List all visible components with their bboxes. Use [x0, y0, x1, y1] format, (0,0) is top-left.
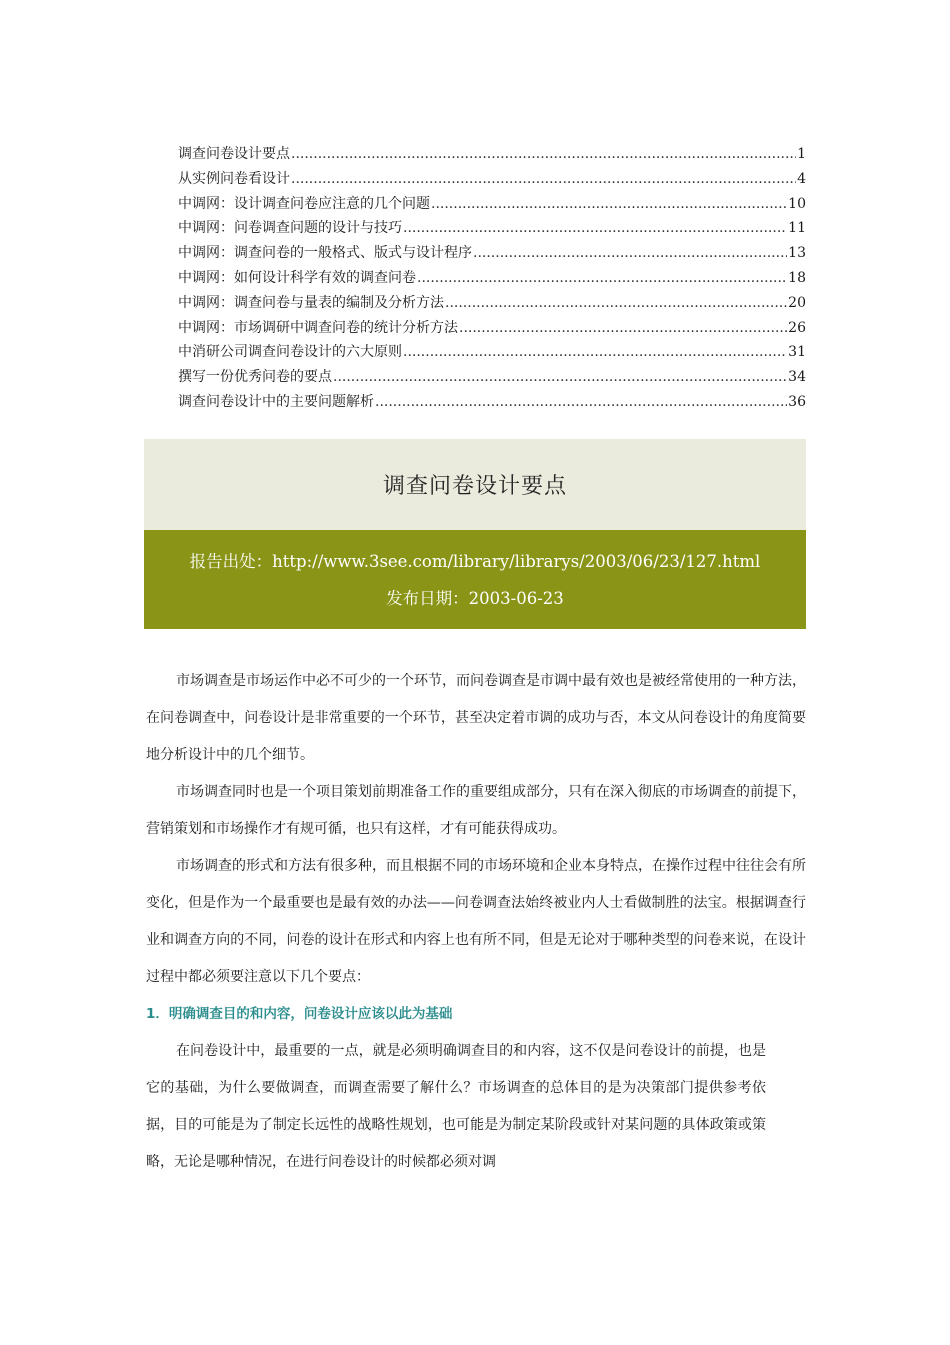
toc-entry-title: 中调网：设计调查问卷应注意的几个问题	[178, 195, 430, 212]
article-source-band	[144, 530, 806, 629]
toc-entry[interactable]	[178, 216, 806, 241]
toc-entry-page: 26	[788, 319, 806, 336]
toc-entry[interactable]	[178, 142, 806, 167]
toc-entry[interactable]	[178, 316, 806, 341]
toc-leader-dots	[473, 241, 787, 266]
toc-leader-dots	[291, 167, 796, 192]
toc-leader-dots	[431, 192, 787, 217]
article-title-band	[144, 439, 806, 530]
toc-entry-page: 34	[788, 369, 806, 386]
toc-leader-dots	[403, 216, 787, 241]
body-paragraph: 在问卷设计中，最重要的一点，就是必须明确调查目的和内容，这不仅是问卷设计的前提，也是它的基础，为什么要做调查，而调查需要了解什么？市场调查的总体目的是为决策部门提供参考依据，目的可能是为了制定长远性的战略性规划，也可能是为制定某阶段或针对某问题的具体政策或策略，无论是哪种情况，在进行问卷设计的时候都必须对调	[146, 1043, 766, 1170]
toc-entry-title: 调查问卷设计中的主要问题解析	[178, 393, 374, 410]
toc-leader-dots	[417, 266, 787, 291]
article-body	[146, 663, 806, 1181]
toc-entry-page: 36	[788, 393, 806, 410]
toc-entry-page: 11	[788, 220, 806, 237]
toc-entry-title: 中调网：问卷调查问题的设计与技巧	[178, 220, 402, 237]
toc-entry[interactable]	[178, 365, 806, 390]
article-title: 调查问卷设计要点	[382, 474, 567, 499]
toc-entry[interactable]	[178, 291, 806, 316]
body-paragraph: 市场调查是市场运作中必不可少的一个环节，而问卷调查是市调中最有效也是被经常使用的一种方法，在问卷调查中，问卷设计是非常重要的一个环节，甚至决定着市调的成功与否，本文从问卷设计的角度简要地分析设计中的几个细节。	[146, 673, 806, 763]
toc-entry[interactable]	[178, 266, 806, 291]
toc-entry-title: 中调网：调查问卷与量表的编制及分析方法	[178, 294, 444, 311]
toc-entry[interactable]	[178, 340, 806, 365]
toc-entry-title: 中调网：调查问卷的一般格式、版式与设计程序	[178, 245, 472, 262]
toc-leader-dots	[375, 390, 787, 415]
toc-entry[interactable]	[178, 241, 806, 266]
section-heading: 1．明确调查目的和内容，问卷设计应该以此为基础	[146, 1006, 453, 1022]
toc-entry-page: 31	[788, 344, 806, 361]
toc-leader-dots	[291, 142, 796, 167]
toc-entry[interactable]	[178, 167, 806, 192]
body-paragraph: 市场调查同时也是一个项目策划前期准备工作的重要组成部分，只有在深入彻底的市场调查的前提下，营销策划和市场操作才有规可循，也只有这样，才有可能获得成功。	[146, 784, 806, 837]
toc-entry-page: 20	[788, 294, 806, 311]
toc-leader-dots	[333, 365, 787, 390]
toc-entry[interactable]	[178, 390, 806, 415]
publish-date: 发布日期：2003-06-23	[386, 589, 564, 608]
toc-entry[interactable]	[178, 192, 806, 217]
table-of-contents	[178, 142, 806, 415]
toc-leader-dots	[459, 316, 787, 341]
toc-entry-page: 4	[797, 170, 806, 187]
toc-entry-title: 撰写一份优秀问卷的要点	[178, 369, 332, 386]
toc-entry-title: 中调网：市场调研中调查问卷的统计分析方法	[178, 319, 458, 336]
toc-entry-title: 调查问卷设计要点	[178, 146, 290, 162]
toc-entry-page: 10	[788, 195, 806, 212]
toc-entry-title: 从实例问卷看设计	[178, 170, 290, 187]
toc-leader-dots	[445, 291, 787, 316]
toc-entry-page: 13	[788, 245, 806, 262]
toc-entry-title: 中调网：如何设计科学有效的调查问卷	[178, 269, 416, 286]
toc-entry-page: 1	[797, 146, 806, 162]
toc-leader-dots	[403, 340, 787, 365]
source-line[interactable]: 报告出处：http://www.3see.com/library/librarys/2003/06/23/127.html	[189, 552, 761, 571]
toc-entry-page: 18	[788, 269, 806, 286]
toc-entry-title: 中消研公司调查问卷设计的六大原则	[178, 344, 402, 361]
body-paragraph: 市场调查的形式和方法有很多种，而且根据不同的市场环境和企业本身特点，在操作过程中往往会有所变化，但是作为一个最重要也是最有效的办法——问卷调查法始终被业内人士看做制胜的法宝。根据调查行业和调查方向的不同，问卷的设计在形式和内容上也有所不同，但是无论对于哪种类型的问卷来说，在设计过程中都必须要注意以下几个要点：	[146, 858, 806, 985]
